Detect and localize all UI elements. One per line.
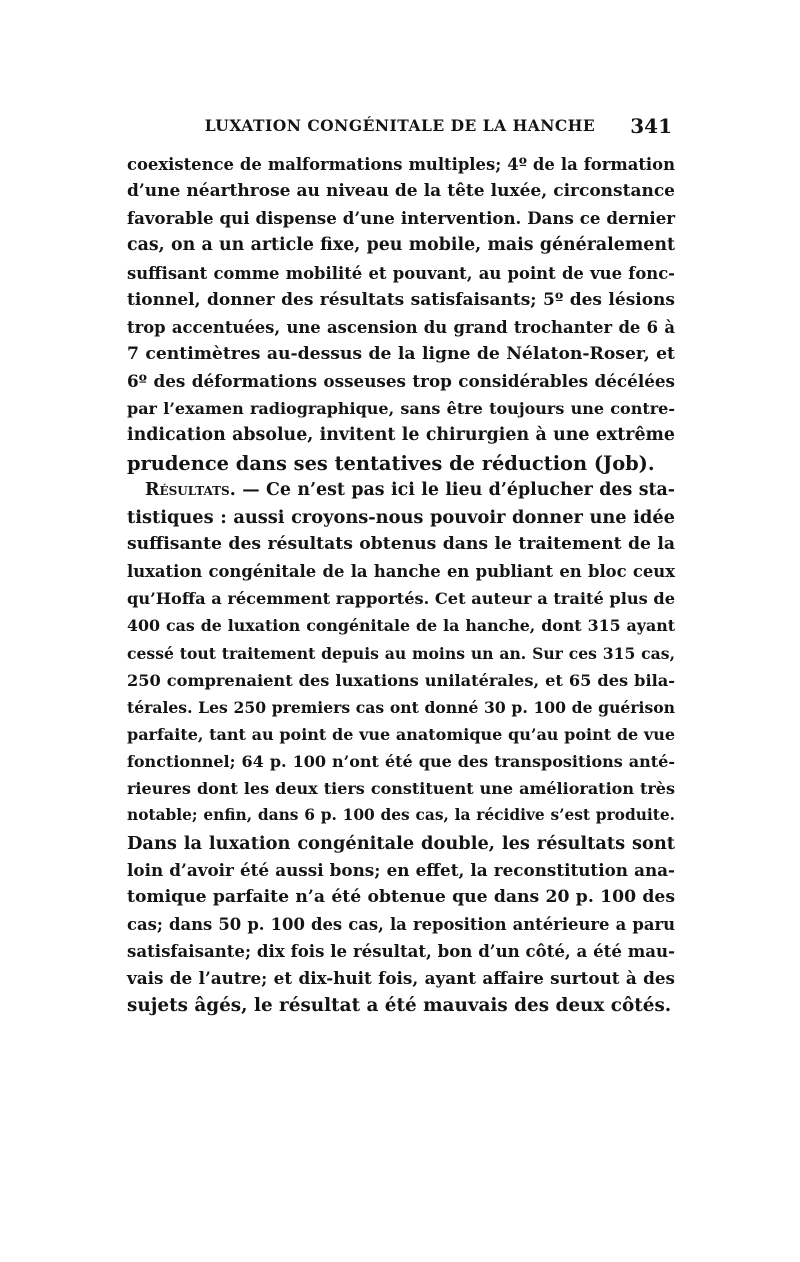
text-line: qu’Hoffa a récemment rapportés. Cet auteur a traité plus de [127,589,675,609]
text-line: 400 cas de luxation congénitale de la hanche, dont 315 ayant [127,616,675,636]
text-line: 6º des déformations osseuses trop considérables décélées [127,371,675,392]
text-line: tionnel, donner des résultats satisfaisants; 5º des lésions [127,289,675,310]
text-line: suffisant comme mobilité et pouvant, au point de vue fonc- [127,263,675,283]
text-line: coexistence de malformations multiples; 4º de la formation [127,155,675,174]
text-run: — Ce n’est pas ici le lieu d’éplucher des sta- [235,479,675,500]
text-line: suffisante des résultats obtenus dans le traitement de la [127,533,675,554]
text-line: luxation congénitale de la hanche en publiant en bloc ceux [127,562,675,582]
text-line: rieures dont les deux tiers constituent une amélioration très [127,779,675,799]
running-title: LUXATION CONGÉNITALE DE LA HANCHE [204,116,596,135]
text-line: vais de l’autre; et dix-huit fois, ayant affaire surtout à des [127,968,675,989]
text-line: par l’examen radiographique, sans être toujours une contre- [127,399,675,419]
running-head [128,116,672,140]
text-line: tistiques : aussi croyons-nous pouvoir donner une idée [127,506,675,528]
text-line: tomique parfaite n’a été obtenue que dans 20 p. 100 des [127,886,675,907]
text-line: d’une néarthrose au niveau de la tête luxée, circonstance [127,181,675,202]
text-line: Dans la luxation congénitale double, les résultats sont [127,832,675,854]
text-line: indication absolue, invitent le chirurgien à une extrême [127,425,675,446]
text-line: cas, on a un article fixe, peu mobile, mais généralement [127,235,675,256]
text-line: cas; dans 50 p. 100 des cas, la reposition antérieure a paru [127,914,675,934]
text-line: loin d’avoir été aussi bons; en effet, la reconstitution ana- [127,859,675,880]
text-line: 7 centimètres au-dessus de la ligne de Nélaton-Roser, et [127,343,675,364]
text-line: 250 comprenaient des luxations unilatérales, et 65 des bila- [127,670,675,690]
text-line: prudence dans ses tentatives de réduction (Job). [127,451,655,475]
page-number: 341 [630,114,672,138]
text-line: cessé tout traitement depuis au moins un an. Sur ces 315 cas, [127,643,675,663]
text-line: notable; enfin, dans 6 p. 100 des cas, la récidive s’est produite. [127,806,675,825]
text-line: parfaite, tant au point de vue anatomique qu’au point de vue [127,724,675,744]
text-line: fonctionnel; 64 p. 100 n’ont été que des transpositions anté- [127,752,675,772]
section-heading: Résultats. [145,479,236,500]
paragraph-first-line [127,477,675,504]
text-line: satisfaisante; dix fois le résultat, bon d’un côté, a été mau- [127,941,675,962]
text-line: trop accentuées, une ascension du grand trochanter de 6 à [127,317,675,337]
body-text [127,151,675,1020]
text-line: sujets âgés, le résultat a été mauvais des deux côtés. [127,995,672,1017]
text-line: térales. Les 250 premiers cas ont donné 30 p. 100 de guérison [127,697,675,717]
text-line: favorable qui dispense d’une intervention. Dans ce dernier [127,208,675,229]
